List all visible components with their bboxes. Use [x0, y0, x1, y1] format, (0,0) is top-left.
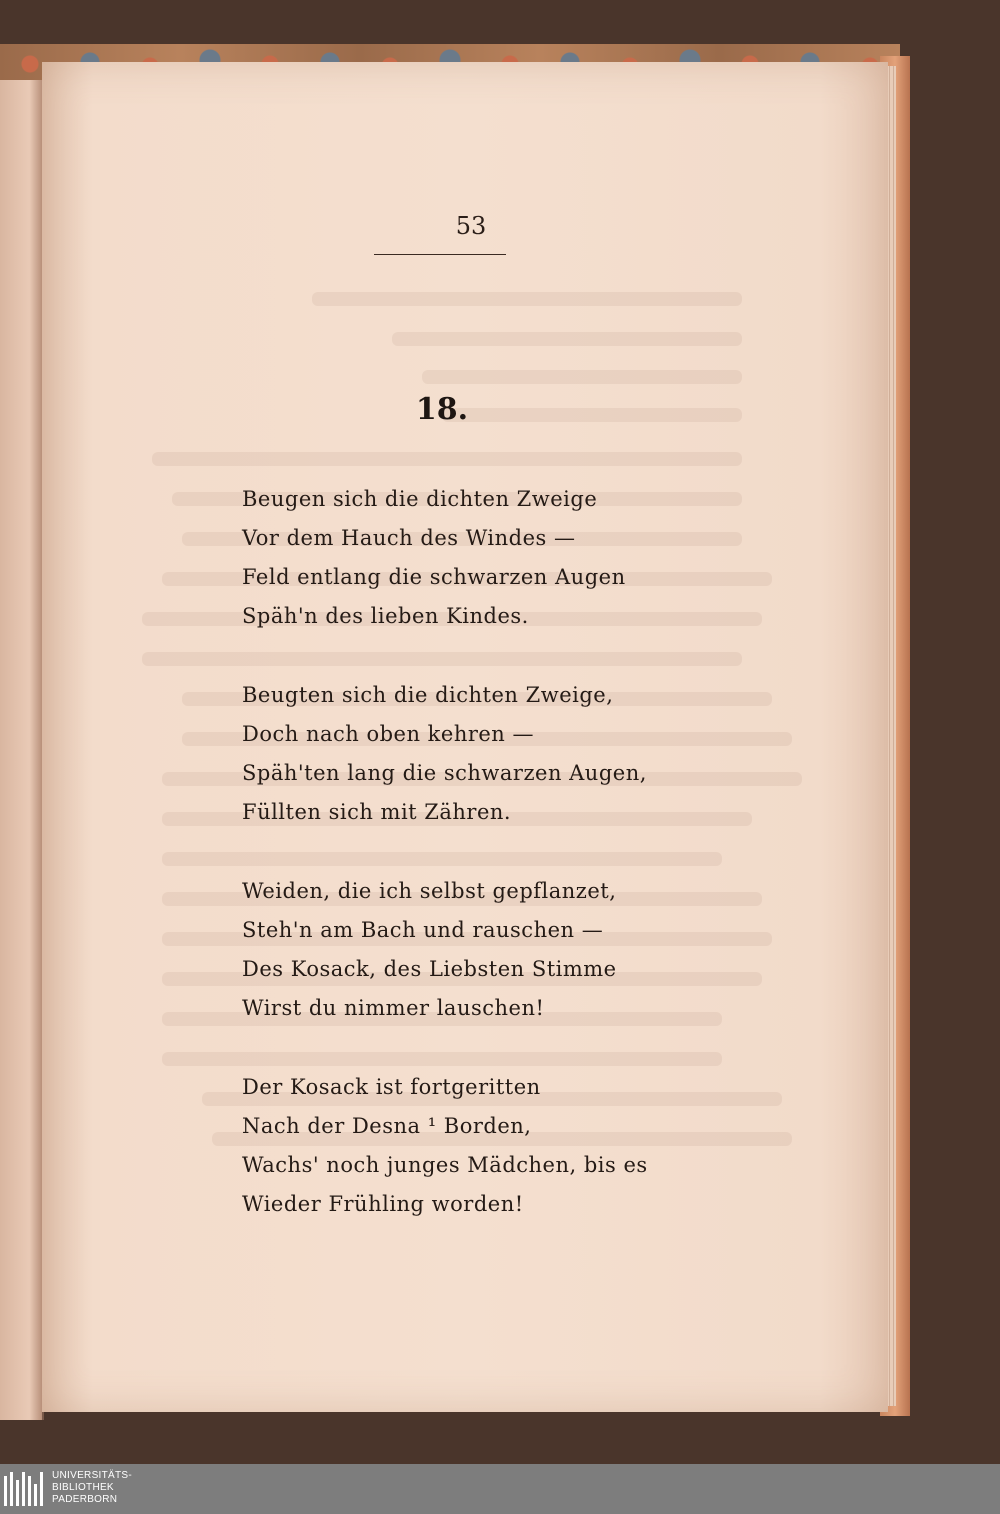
library-footer [0, 1464, 1000, 1514]
poem-line: Feld entlang die schwarzen Augen [242, 565, 626, 589]
poem-line: Späh'ten lang die schwarzen Augen, [242, 761, 647, 785]
left-page-edge [0, 80, 44, 1420]
poem-line: Späh'n des lieben Kindes. [242, 604, 529, 628]
book-page [42, 62, 888, 1412]
poem-line: Wirst du nimmer lauschen! [242, 996, 545, 1020]
poem-line: Steh'n am Bach und rauschen — [242, 918, 604, 942]
header-rule [374, 254, 506, 255]
stanza [242, 676, 722, 832]
poem-line: Wachs' noch junges Mädchen, bis es [242, 1153, 648, 1177]
library-name-line: BIBLIOTHEK [52, 1482, 114, 1493]
library-logo-icon [4, 1472, 46, 1506]
poem-line: Doch nach oben kehren — [242, 722, 535, 746]
poem-line: Weiden, die ich selbst gepflanzet, [242, 879, 617, 903]
poem-line: Vor dem Hauch des Windes — [242, 526, 576, 550]
poem-line: Der Kosack ist fortgeritten [242, 1075, 541, 1099]
library-name [52, 1470, 132, 1506]
poem-number: 18. [415, 392, 469, 427]
poem-line: Des Kosack, des Liebsten Stimme [242, 957, 617, 981]
poem-line: Nach der Desna ¹ Borden, [242, 1114, 532, 1138]
poem-line: Beugten sich die dichten Zweige, [242, 683, 614, 707]
poem-body [242, 480, 722, 1264]
library-name-line: PADERBORN [52, 1494, 118, 1505]
stanza [242, 1068, 722, 1224]
poem-line: Wieder Frühling worden! [242, 1192, 524, 1216]
stanza [242, 480, 722, 636]
poem-line: Beugen sich die dichten Zweige [242, 487, 598, 511]
stanza [242, 872, 722, 1028]
library-name-line: UNIVERSITÄTS- [52, 1470, 133, 1481]
poem-line: Füllten sich mit Zähren. [242, 800, 512, 824]
page-number: 53 [455, 212, 487, 240]
